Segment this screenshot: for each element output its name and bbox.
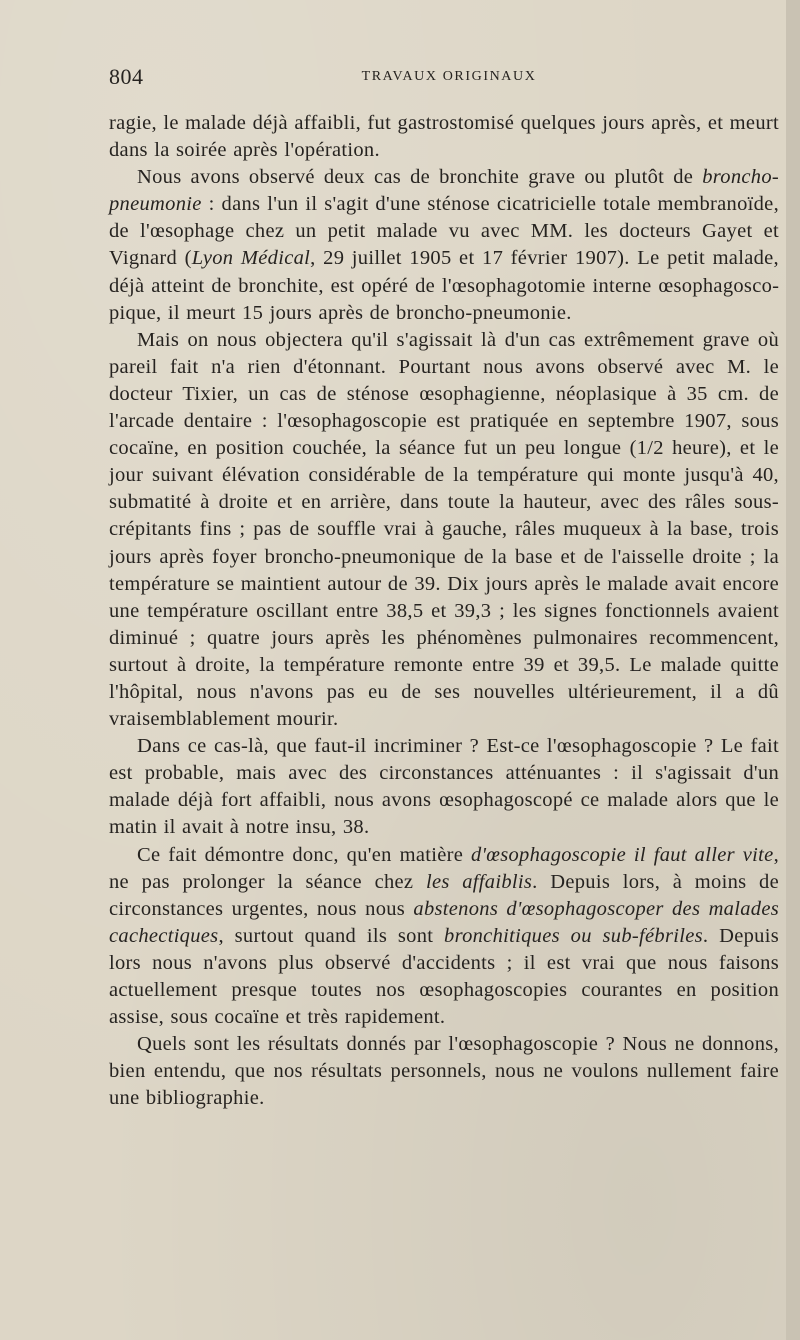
paragraph-discussion (109, 733, 779, 841)
italic-emphasis: abstenons d'œsophagoscoper des malades cachectiques (109, 897, 779, 947)
text-run: Dans ce cas-là, que faut-il incriminer ? Est-ce l'œsophagoscopie ? Le fait est probable, mais avec des circonstances atténuantes : il s'agissait d'un malade déjà fort affaibli, nous avons œsophagoscopé ce malade alors que le matin il avait à notre insu, 38. (109, 735, 779, 839)
page-edge-shadow (786, 0, 800, 1340)
text-run: Ce fait démontre donc, qu'en matière (137, 843, 472, 866)
italic-term: broncho-pneumonie (109, 166, 779, 216)
paragraph-case-report (109, 327, 779, 733)
italic-emphasis: bronchitiques ou sub-fébriles (444, 924, 703, 947)
text-run: . Depuis lors, à moins de circonstances urgentes, nous nous (109, 870, 779, 920)
page-number: 804 (109, 64, 144, 89)
paragraph-bronchitis-cases (109, 164, 779, 327)
text-run: : dans l'un il s'agit d'une sténose cicatricielle totale membranoïde, de l'œsophage chez un petit malade vu avec MM. les docteurs Gayet et Vignard ( (109, 193, 779, 270)
text-run: , ne pas prolonger la séance chez (109, 843, 779, 893)
body-text (109, 110, 779, 1112)
text-run: Mais on nous objectera qu'il s'agissait là d'un cas extrêmement grave où pareil fait n'a rien d'étonnant. Pourtant nous avons observé avec M. le docteur Tixier, un cas de sténose œsophagienne, néoplasique à 35 cm. de l'arcade dentaire : l'œsophagoscopie est pratiquée en septembre 1907, sous cocaïne, en position couchée, la séance fut un peu longue (1/2 heure), et le jour suivant élévation considérable de la température qui monte jusqu'à 40, submatité à droite et en arrière, dans toute la hauteur, avec des râles sous-crépitants fins ; pas de souffle vrai à gauche, râles muqueux à la base, trois jours après foyer broncho-pneumonique de la base et de l'aisselle droite ; la température se maintient autour de 39. Dix jours après le malade avait encore une température oscillant entre 38,5 et 39,3 ; les signes fonctionnels avaient diminué ; quatre jours après les phénomènes pulmonaires recommencent, surtout à droite, la température remonte entre 39 et 39,5. Le malade quitte l'hôpital, nous n'avons pas eu de ses nouvelles ultérieurement, il a dû vraisemblablement mourir. (109, 328, 779, 731)
text-run: , 29 juillet 1905 et 17 février 1907). Le petit malade, déjà atteint de bronchite, est opéré de l'œsophagotomie interne œsophagoscopique, il meurt 15 jours après de broncho-pneumonie. (109, 247, 779, 324)
text-run: . Depuis lors nous n'avons plus observé d'accidents ; il est vrai que nous faisons actuellement presque toutes nos œsophagoscopies courantes en position assise, sous cocaïne et très rapidement. (109, 924, 779, 1029)
text-run: Nous avons observé deux cas de bronchite grave ou plutôt de (137, 166, 703, 189)
italic-emphasis: d'œsophagoscopie il faut aller vite (471, 843, 774, 866)
text-run: ragie, le malade déjà affaibli, fut gastrostomisé quelques jours après, et meurt dans la soirée après l'opération. (109, 112, 779, 162)
running-title: TRAVAUX ORIGINAUX (361, 69, 537, 84)
italic-emphasis: les affaiblis (425, 870, 533, 893)
italic-journal-title: Lyon Médical (191, 247, 311, 270)
text-run: , surtout quand ils sont (218, 924, 445, 947)
paragraph-results (109, 1031, 779, 1112)
paragraph-conclusion (109, 842, 779, 1032)
text-run: Quels sont les résultats donnés par l'œsophagoscopie ? Nous ne donnons, bien entendu, que nos résultats personnels, nous ne voulons nullement faire une bibliographie. (109, 1033, 779, 1110)
paragraph-continuation (109, 110, 779, 164)
running-header (109, 64, 779, 94)
